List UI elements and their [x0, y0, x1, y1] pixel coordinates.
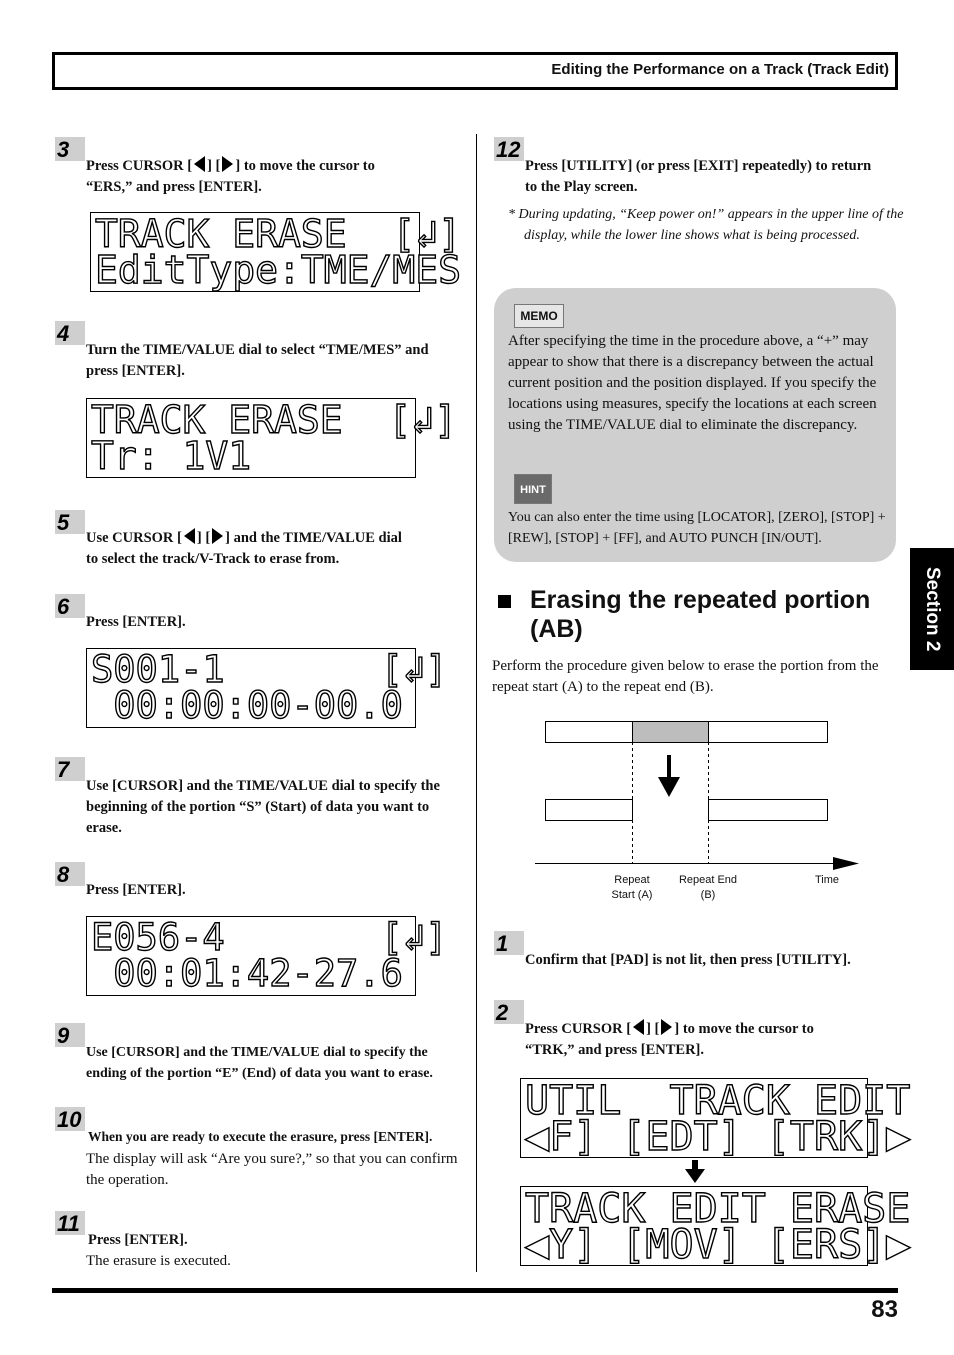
cursor-left-icon — [633, 1019, 644, 1035]
hint-badge: HINT — [514, 474, 552, 504]
text-part: to select the track/V-Track to erase from. — [86, 551, 340, 567]
memo-text: After specifying the time in the procedure above, a “+” may appear to show that there is a discrepancy between the actual current position and the position displayed. If you specify the locations using measures, specify the locations at each screen using the TIME/VALUE dial to eliminate the discrepancy. — [508, 333, 877, 433]
step-4-instruction: Turn the TIME/VALUE dial to select “TME/MES” and press [ENTER]. — [86, 342, 429, 379]
step-5-instruction — [86, 528, 466, 570]
header-box — [52, 52, 898, 90]
lcd-display — [86, 916, 448, 996]
step-number: 1 — [494, 931, 524, 955]
down-arrow-head — [658, 777, 680, 797]
text-part: Use CURSOR [ — [86, 530, 182, 546]
cursor-right-icon — [661, 1019, 672, 1035]
text-part: “ERS,” and press [ENTER]. — [86, 179, 262, 195]
step-number: 4 — [55, 321, 85, 345]
heading-bullet — [498, 595, 511, 608]
step-6-instruction: Press [ENTER]. — [86, 614, 186, 630]
memo-badge: MEMO — [514, 304, 564, 328]
time-axis-arrowhead — [833, 857, 859, 870]
text-part: ] to move the cursor to — [235, 158, 375, 174]
step-number: 2 — [494, 1000, 524, 1024]
text-part: Press CURSOR [ — [525, 1021, 632, 1037]
lcd-display — [90, 212, 462, 292]
step-3-instruction — [86, 156, 466, 198]
repeat-erase-diagram — [530, 715, 870, 875]
section-intro: Perform the procedure given below to erase the portion from the repeat start (A) to the repeat end (B). — [492, 658, 879, 695]
text-part: ] and the TIME/VALUE dial — [225, 530, 402, 546]
step-number: 8 — [55, 862, 85, 886]
text-part: ] [ — [207, 158, 221, 174]
lcd-display — [520, 1186, 911, 1268]
cursor-left-icon — [194, 156, 205, 172]
lcd-line-2: EditType:TME/MES — [95, 248, 462, 292]
lcd-display — [86, 398, 458, 478]
cursor-right-icon — [222, 156, 233, 172]
step-12-note: * During updating, “Keep power on!” appears in the upper line of the display, while the lower line shows what is being processed. — [508, 207, 904, 243]
cursor-right-icon — [212, 528, 223, 544]
lcd-line-1: TRACK EDIT ERASE — [525, 1186, 911, 1232]
step-number: 11 — [55, 1211, 85, 1235]
lcd-line-1: S001-1 [↲] — [91, 648, 448, 691]
step-number: 9 — [55, 1023, 85, 1047]
step-number: 5 — [55, 510, 85, 534]
memo-box — [494, 288, 896, 562]
lcd-line-1: UTIL TRACK EDIT — [525, 1078, 911, 1124]
footer-rule — [52, 1288, 898, 1293]
lcd-line-2: ◀F] [EDT] [TRK]▶ — [525, 1114, 911, 1160]
section-tab-label: Section 2 — [922, 566, 943, 652]
lcd-line-1: TRACK ERASE [↲] — [91, 398, 458, 442]
cursor-left-icon — [184, 528, 195, 544]
step-number: 6 — [55, 594, 85, 618]
before-bar-right — [709, 722, 828, 743]
label-repeat-start: Repeat Start (A) — [611, 874, 653, 901]
step-10-body: The display will ask “Are you sure?,” so that you can confirm the operation. — [86, 1151, 458, 1188]
column-divider — [476, 134, 477, 1272]
step-8-instruction: Press [ENTER]. — [86, 882, 186, 898]
text-part: Press CURSOR [ — [86, 158, 193, 174]
hint-text: You can also enter the time using [LOCATOR], [ZERO], [STOP] + [REW], [STOP] + [FF], and AUTO PUNCH [IN/OUT]. — [508, 510, 886, 546]
section-tab — [910, 548, 954, 670]
lcd-line-2: 00:00:00-00.0 — [91, 684, 403, 727]
after-bar-left — [546, 800, 633, 821]
step-1-instruction: Confirm that [PAD] is not lit, then press [UTILITY]. — [525, 952, 851, 968]
text-part: ] [ — [196, 530, 211, 546]
step-number: 3 — [55, 137, 85, 161]
step-number: 12 — [494, 137, 524, 161]
step-9-instruction: Use [CURSOR] and the TIME/VALUE dial to specify the ending of the portion “E” (End) of data you want to erase. — [86, 1045, 433, 1081]
header-title: Editing the Performance on a Track (Track Edit) — [551, 61, 889, 78]
before-bar-left — [546, 722, 633, 743]
text-part: “TRK,” and press [ENTER]. — [525, 1042, 704, 1058]
page-number: 83 — [871, 1296, 898, 1323]
step-7-instruction: Use [CURSOR] and the TIME/VALUE dial to specify the beginning of the portion “S” (Start) of data you want to erase. — [86, 778, 440, 836]
lcd-line-2: ◀Y] [MOV] [ERS]▶ — [525, 1222, 911, 1268]
lcd-line-2: Tr: 1V1 — [91, 434, 252, 478]
transition-arrow-icon — [684, 1160, 706, 1184]
lcd-display — [520, 1078, 911, 1160]
text-part: ] [ — [646, 1021, 660, 1037]
step-11-instruction: Press [ENTER]. — [88, 1232, 188, 1248]
step-10-instruction: When you are ready to execute the erasure, press [ENTER]. — [88, 1129, 433, 1144]
step-12-instruction: Press [UTILITY] (or press [EXIT] repeatedly) to return to the Play screen. — [525, 158, 872, 195]
label-time: Time — [814, 874, 840, 886]
after-bar-right — [709, 800, 828, 821]
step-11-body: The erasure is executed. — [86, 1253, 231, 1269]
step-number: 7 — [55, 757, 85, 781]
lcd-line-1: TRACK ERASE [↲] — [95, 212, 462, 256]
label-repeat-end: Repeat End (B) — [678, 874, 738, 901]
lcd-line-2: 00:01:42-27.6 — [91, 952, 403, 995]
lcd-display — [86, 648, 448, 728]
step-number: 10 — [55, 1107, 85, 1131]
section-title: Erasing the repeated portion (AB) — [530, 586, 871, 643]
lcd-line-1: E056-4 [↲] — [91, 916, 448, 959]
text-part: ] to move the cursor to — [674, 1021, 814, 1037]
before-bar-middle — [633, 722, 709, 743]
step-2-instruction — [525, 1019, 895, 1061]
